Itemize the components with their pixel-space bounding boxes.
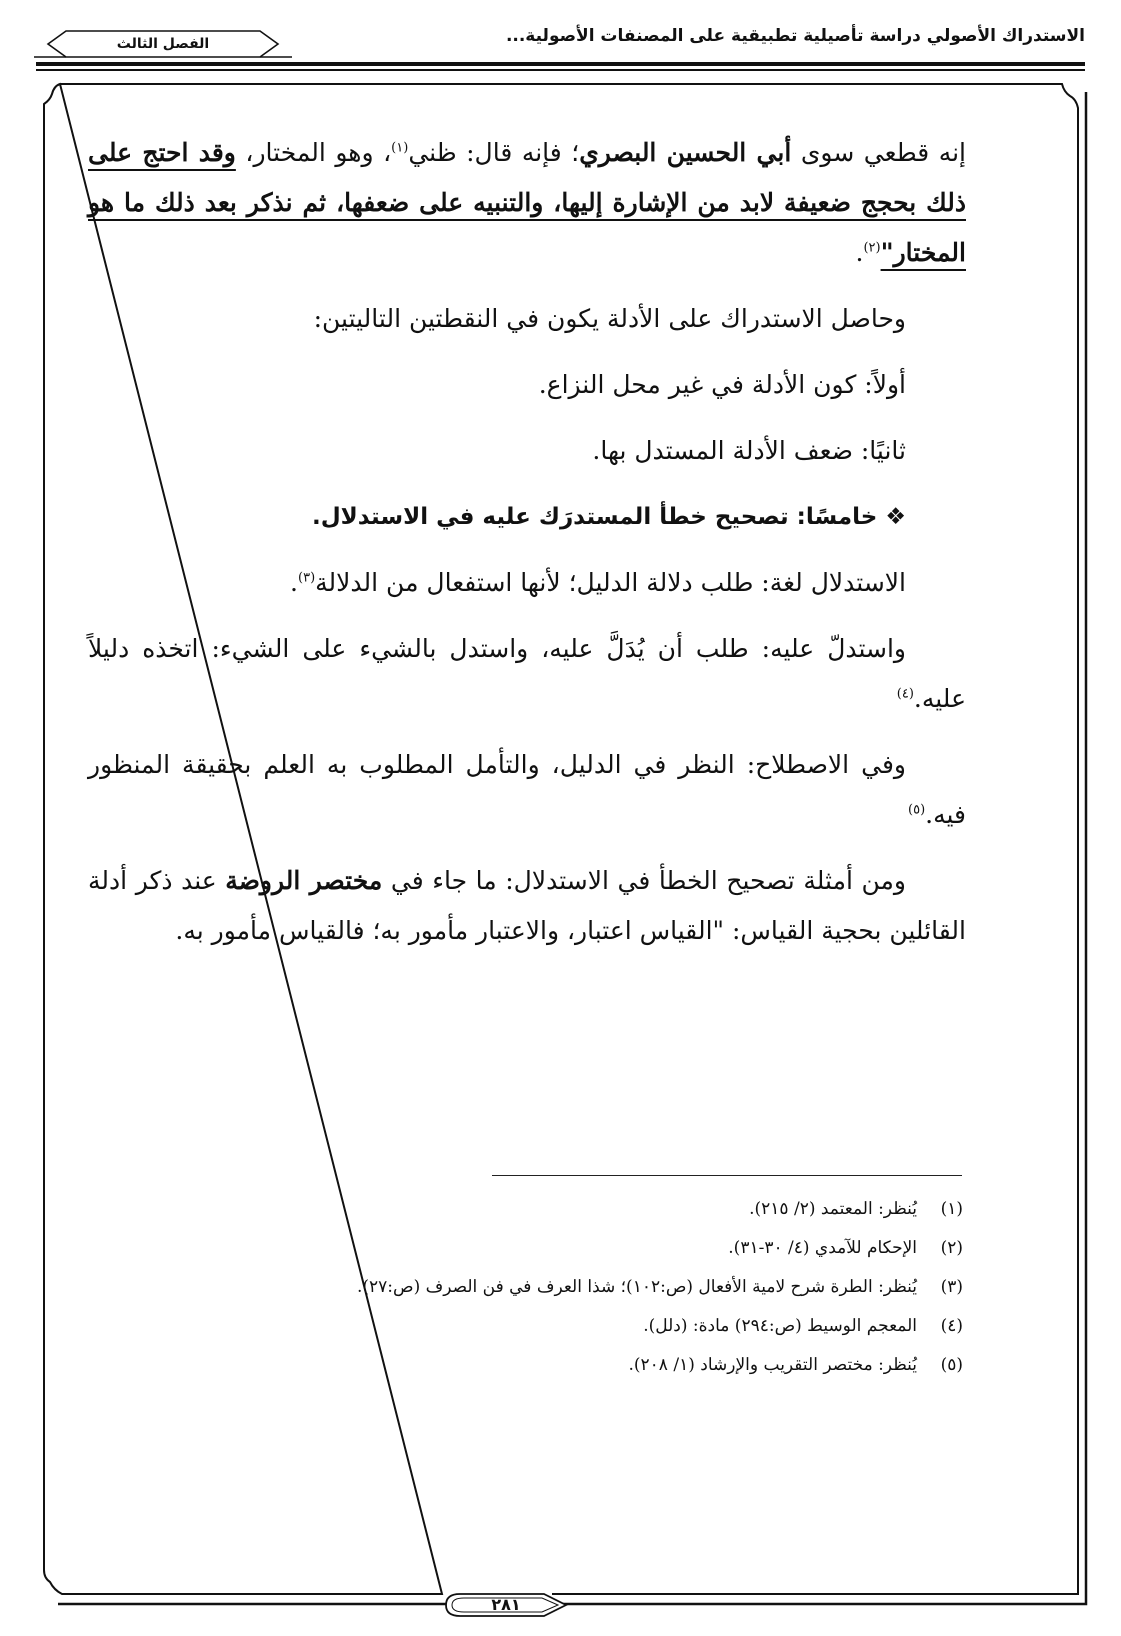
- paragraph-6: [88, 624, 966, 724]
- p5-text: الاستدلال لغة: طلب دلالة الدليل؛ لأنها استفعال من الدلالة: [315, 568, 906, 597]
- p1-text-1: إنه قطعي سوى: [791, 138, 967, 167]
- book-title: الاستدراك الأصولي دراسة تأصيلية تطبيقية على المصنفات الأصولية...: [505, 26, 1085, 46]
- footnote-number: (٣): [940, 1277, 963, 1297]
- page-number: ٢٨١: [491, 1595, 521, 1614]
- footnote-ref-3: (٣): [298, 570, 316, 586]
- footnote-text: يُنظر: المعتمد (٢/ ٢١٥).: [749, 1199, 917, 1219]
- paragraph-7: [88, 740, 966, 840]
- p1-text-3: ، وهو المختار،: [235, 138, 392, 167]
- footnote-ref-4: (٤): [896, 686, 914, 702]
- footnote-number: (٤): [940, 1316, 963, 1336]
- page-number-badge: [442, 1590, 570, 1620]
- p1-end: .: [855, 238, 864, 267]
- footnote-item: [143, 1346, 963, 1385]
- paragraph-5: [88, 558, 966, 608]
- footnote-ref-2: (٢): [863, 240, 881, 256]
- footnote-number: (٢): [940, 1238, 963, 1258]
- p7-text: وفي الاصطلاح: النظر في الدليل، والتأمل المطلوب به العلم بحقيقة المنظور فيه.: [88, 750, 966, 829]
- footnote-item: [143, 1190, 963, 1229]
- p8-text-2: عند ذكر أدلة القائلين بحجية القياس: "القياس اعتبار، والاعتبار مأمور به؛ فالقياس مأمور به.: [88, 866, 966, 945]
- p8-text-1: ومن أمثلة تصحيح الخطأ في الاستدلال: ما جاء في: [382, 866, 907, 895]
- p5-end: .: [290, 568, 298, 597]
- p8-book-title: مختصر الروضة: [225, 866, 383, 895]
- footnote-ref-1: (١): [391, 140, 409, 156]
- chapter-label: الفصل الثالث: [116, 36, 210, 52]
- p1-name-basri: أبي الحسين البصري: [579, 138, 792, 167]
- footnote-number: (١): [940, 1199, 963, 1219]
- section-heading: ❖ خامسًا: تصحيح خطأ المستدرَك عليه في الاستدلال.: [311, 504, 906, 530]
- footnote-item: [143, 1307, 963, 1346]
- footnote-number: (٥): [940, 1355, 963, 1375]
- p1-text-2: ؛ فإنه قال: ظني: [408, 138, 580, 167]
- footnote-text: الإحكام للآمدي (٤/ ٣٠-٣١).: [728, 1238, 917, 1258]
- footnote-ref-5: (٥): [908, 802, 926, 818]
- paragraph-8: [88, 856, 966, 956]
- paragraph-3: أولاً: كون الأدلة في غير محل النزاع.: [538, 370, 906, 399]
- paragraph-2: وحاصل الاستدراك على الأدلة يكون في النقطتين التاليتين:: [313, 304, 906, 333]
- footnote-item: [143, 1229, 963, 1268]
- footnote-item: [143, 1268, 963, 1307]
- footnote-separator: [492, 1175, 962, 1176]
- main-text: [88, 128, 966, 956]
- footnotes: [143, 1190, 963, 1385]
- paragraph-4: ثانيًا: ضعف الأدلة المستدل بها.: [592, 436, 906, 465]
- paragraph-1: [88, 128, 966, 278]
- p1-quote: وقد احتج على ذلك بحجج ضعيفة لابد من الإشارة إليها، والتنبيه على ضعفها، ثم نذكر بعد ذلك ما هو المختار": [88, 138, 966, 267]
- footnote-text: يُنظر: الطرة شرح لامية الأفعال (ص:١٠٢)؛ شذا العرف في فن الصرف (ص:٢٧).: [356, 1277, 917, 1297]
- footnote-text: يُنظر: مختصر التقريب والإرشاد (١/ ٢٠٨).: [628, 1355, 917, 1375]
- p6-text: واستدلّ عليه: طلب أن يُدَلَّ عليه، واستدل بالشيء على الشيء: اتخذه دليلاً عليه.: [88, 634, 966, 713]
- footnote-text: المعجم الوسيط (ص:٢٩٤) مادة: (دلل).: [643, 1316, 917, 1336]
